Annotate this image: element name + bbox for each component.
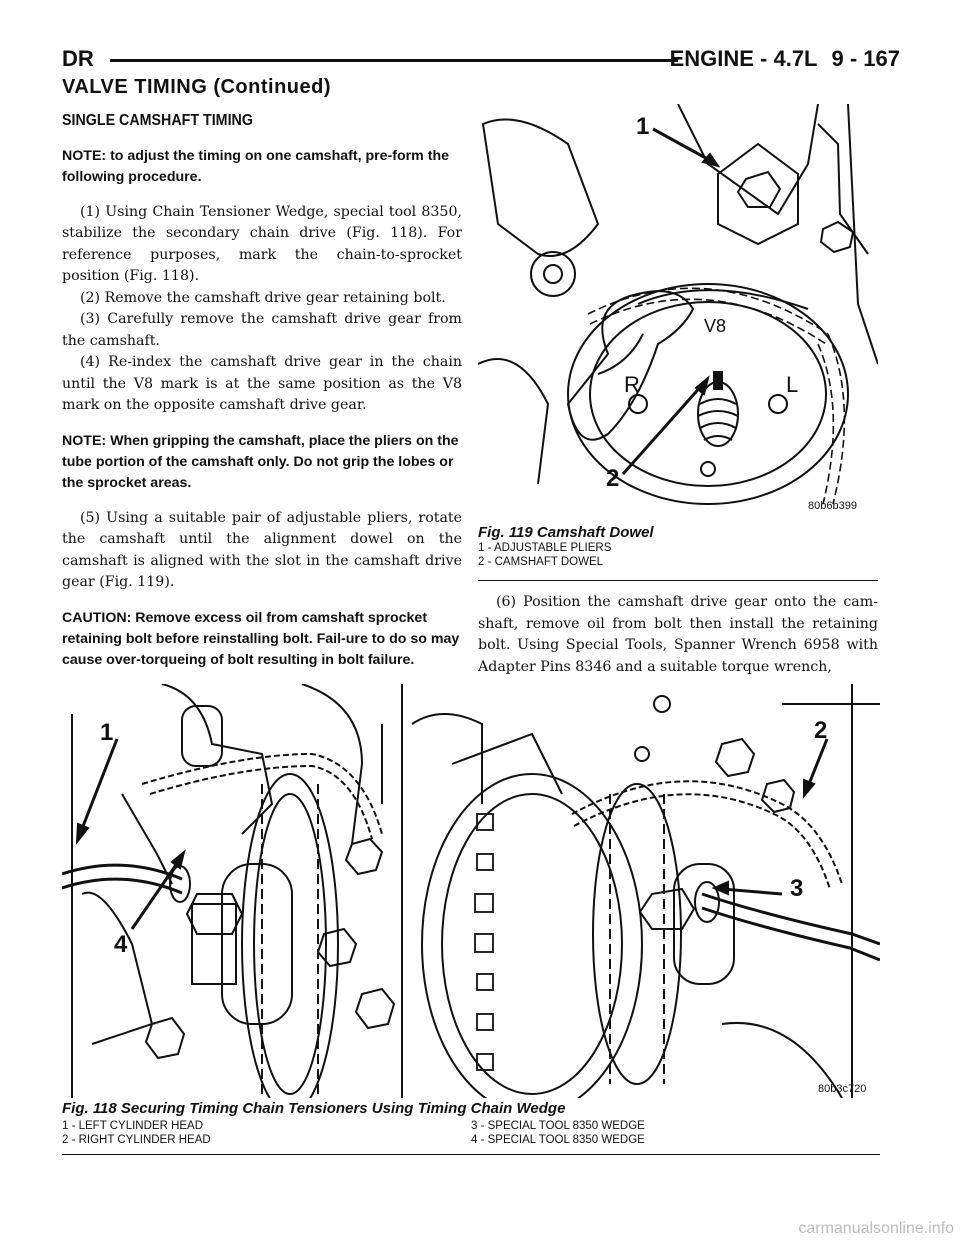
header-rule: [110, 59, 678, 62]
figure-118-legend-4: 4 - SPECIAL TOOL 8350 WEDGE: [471, 1134, 645, 1146]
figure-119-illustration: [478, 104, 878, 522]
header-right: [656, 46, 900, 72]
callout-2: 2: [814, 717, 828, 744]
note-procedure: NOTE: to adjust the timing on one camshaft, pre-form the following procedure.: [62, 147, 450, 185]
left-column: [62, 110, 462, 685]
figure-118-legend-right: [471, 1119, 880, 1147]
gear-mark-v8: V8: [704, 316, 727, 336]
callout-3: 3: [790, 875, 804, 902]
figure-118-legend: [62, 1119, 880, 1147]
header-page-number: 9 - 167: [831, 46, 900, 71]
step-3: (3) Carefully remove the camshaft drive gear from the camshaft.: [62, 311, 462, 349]
figure-119-title: Fig. 119 Camshaft Dowel: [478, 524, 654, 541]
figure-119-legend-1: 1 - ADJUSTABLE PLIERS: [478, 542, 612, 554]
figure-118-rule: [62, 1154, 880, 1155]
figure-119-legend-2: 2 - CAMSHAFT DOWEL: [478, 556, 604, 568]
figure-118-legend-3: 3 - SPECIAL TOOL 8350 WEDGE: [471, 1120, 645, 1132]
step-6: (6) Position the camshaft drive gear onto the cam-shaft, remove oil from bolt then install the retaining bolt. Using Special Tools, Spanner Wrench 6958 with Adapter Pins 8346 and a suitable torque wrench,: [478, 594, 878, 675]
gear-mark-r: R: [624, 372, 640, 397]
section-title: VALVE TIMING (Continued): [62, 76, 332, 98]
figure-118-code: 80b3c720: [818, 1083, 867, 1095]
figure-119-code: 80b6b399: [808, 500, 857, 512]
step-5: (5) Using a suitable pair of adjustable pliers, rotate the camshaft until the alignment dowel on the camshaft is aligned with the slot in the camshaft drive gear (Fig. 119).: [62, 509, 462, 590]
page-header: [62, 40, 900, 74]
note-pliers: NOTE: When gripping the camshaft, place the pliers on the tube portion of the camshaft only. Do not grip the lobes or the sprocket areas.: [62, 432, 459, 491]
figure-118-legend-1: 1 - LEFT CYLINDER HEAD: [62, 1120, 204, 1132]
figure-118-illustration: [62, 684, 880, 1098]
step-1: (1) Using Chain Tensioner Wedge, special tool 8350, stabilize the secondary chain drive (Fig. 118). For reference purposes, mark the chain-to-sprocket position (Fig. 118).: [62, 203, 462, 284]
caution-bolt-oil: CAUTION: Remove excess oil from camshaft sprocket retaining bolt before reinstalling bolt. Fail-ure to do so may cause over-torqueing of bolt resulting in bolt failure.: [62, 609, 460, 668]
figure-119-caption: [478, 524, 878, 569]
subsection-title: SINGLE CAMSHAFT TIMING: [62, 112, 253, 129]
header-section: ENGINE - 4.7L: [669, 46, 818, 71]
step-4: (4) Re-index the camshaft drive gear in the chain until the V8 mark is at the same position as the V8 mark on the opposite camshaft drive gear.: [62, 354, 462, 413]
figure-118-legend-2: 2 - RIGHT CYLINDER HEAD: [62, 1134, 211, 1146]
figure-118-title: Fig. 118 Securing Timing Chain Tensioners Using Timing Chain Wedge: [62, 1100, 566, 1117]
callout-1: 1: [636, 113, 650, 140]
callout-4: 4: [114, 931, 128, 958]
step-2: (2) Remove the camshaft drive gear retaining bolt.: [80, 289, 446, 306]
callout-1: 1: [100, 719, 114, 746]
gear-mark-l: L: [786, 372, 799, 397]
figure-118-legend-left: [62, 1119, 471, 1147]
callout-2: 2: [606, 465, 620, 492]
camshaft-dowel-drawing: [478, 104, 878, 522]
watermark: carmanualsonline.info: [798, 1220, 954, 1237]
figure-119-rule: [478, 580, 878, 581]
figure-118-caption: [62, 1100, 880, 1147]
header-manual-code: DR: [62, 46, 94, 71]
timing-chain-wedge-drawing: [62, 684, 880, 1098]
